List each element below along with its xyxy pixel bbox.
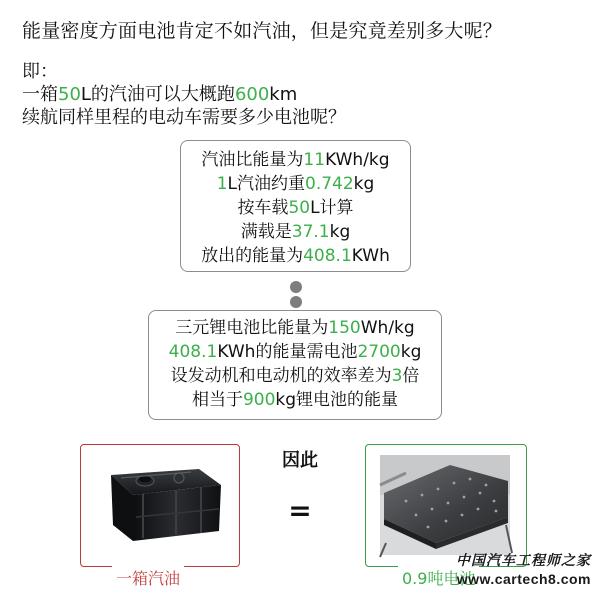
text-part: 按车载 xyxy=(237,198,289,218)
intro-line-tank xyxy=(22,83,346,106)
value-highlight: 11 xyxy=(303,150,326,170)
therefore-label: 因此 xyxy=(282,450,318,471)
gasoline-specific-energy xyxy=(181,148,410,172)
gasoline-tank-basis xyxy=(181,196,410,220)
text-part: kg锂电池的能量 xyxy=(275,390,399,410)
site-watermark xyxy=(456,552,591,588)
equals-sign: = xyxy=(288,494,312,527)
battery-pack-image xyxy=(366,445,524,564)
text-part: 放出的能量为 xyxy=(201,246,304,266)
value-highlight: 37.1 xyxy=(291,222,330,242)
value-highlight: 900 xyxy=(242,390,276,410)
text-part: 相当于 xyxy=(191,390,243,410)
intro-text-part: km xyxy=(269,84,298,105)
text-part: 设发动机和电动机的效率差为 xyxy=(170,366,392,386)
watermark-site-name: 中国汽车工程师之家 xyxy=(456,553,591,569)
value-highlight: 408.1 xyxy=(168,342,218,362)
text-part: L计算 xyxy=(310,198,354,218)
text-part: kg xyxy=(353,174,375,194)
gasoline-total-energy xyxy=(181,244,410,268)
value-highlight: 150 xyxy=(328,318,361,338)
gasoline-full-weight xyxy=(181,220,410,244)
connector-dot xyxy=(290,281,302,293)
value-highlight: 2700 xyxy=(357,342,401,362)
text-part: 满载是 xyxy=(240,222,292,242)
text-part: kg xyxy=(329,222,351,242)
fuel-tank-frame xyxy=(80,444,240,567)
battery-pack-frame xyxy=(365,444,527,567)
text-part: KWh/kg xyxy=(325,150,390,170)
text-part: kg xyxy=(400,342,422,362)
battery-specific-energy xyxy=(149,316,441,340)
fuel-tank-caption: 一箱汽油 xyxy=(112,566,184,589)
battery-required-mass xyxy=(149,340,441,364)
text-part: 倍 xyxy=(402,366,420,386)
question-heading: 能量密度方面电池肯定不如汽油，但是究竟差别多大呢？ xyxy=(22,20,503,42)
intro-text-part: 一箱 xyxy=(22,84,58,105)
value-highlight: 1 xyxy=(216,174,228,194)
efficiency-factor xyxy=(149,364,441,388)
tank-volume-value: 50 xyxy=(58,84,81,105)
watermark-url: www.cartech8.com xyxy=(456,571,591,587)
text-part: 汽油比能量为 xyxy=(201,150,304,170)
value-highlight: 0.742 xyxy=(305,174,354,194)
range-value: 600 xyxy=(234,84,270,105)
intro-line-question: 续航同样里程的电动车需要多少电池呢？ xyxy=(22,107,346,128)
gasoline-calc-box xyxy=(180,140,411,272)
intro-text-part: L的汽油可以大概跑 xyxy=(80,84,235,105)
text-part: KWh的能量需电池 xyxy=(217,342,358,362)
value-highlight: 408.1 xyxy=(303,246,352,266)
text-part: KWh xyxy=(351,246,390,266)
text-part: Wh/kg xyxy=(360,318,415,338)
connector-dot xyxy=(290,296,302,308)
equivalent-battery-mass xyxy=(149,388,441,412)
text-part: L汽油约重 xyxy=(227,174,305,194)
gasoline-density xyxy=(181,172,410,196)
battery-calc-box xyxy=(148,310,442,420)
battery-pack-caption: 0.9吨电池 xyxy=(398,566,479,589)
value-highlight: 3 xyxy=(391,366,403,386)
text-part: 三元锂电池比能量为 xyxy=(175,318,329,338)
intro-text xyxy=(22,60,346,129)
fuel-tank-image xyxy=(81,445,237,564)
value-highlight: 50 xyxy=(288,198,311,218)
intro-lead: 即： xyxy=(22,61,58,82)
